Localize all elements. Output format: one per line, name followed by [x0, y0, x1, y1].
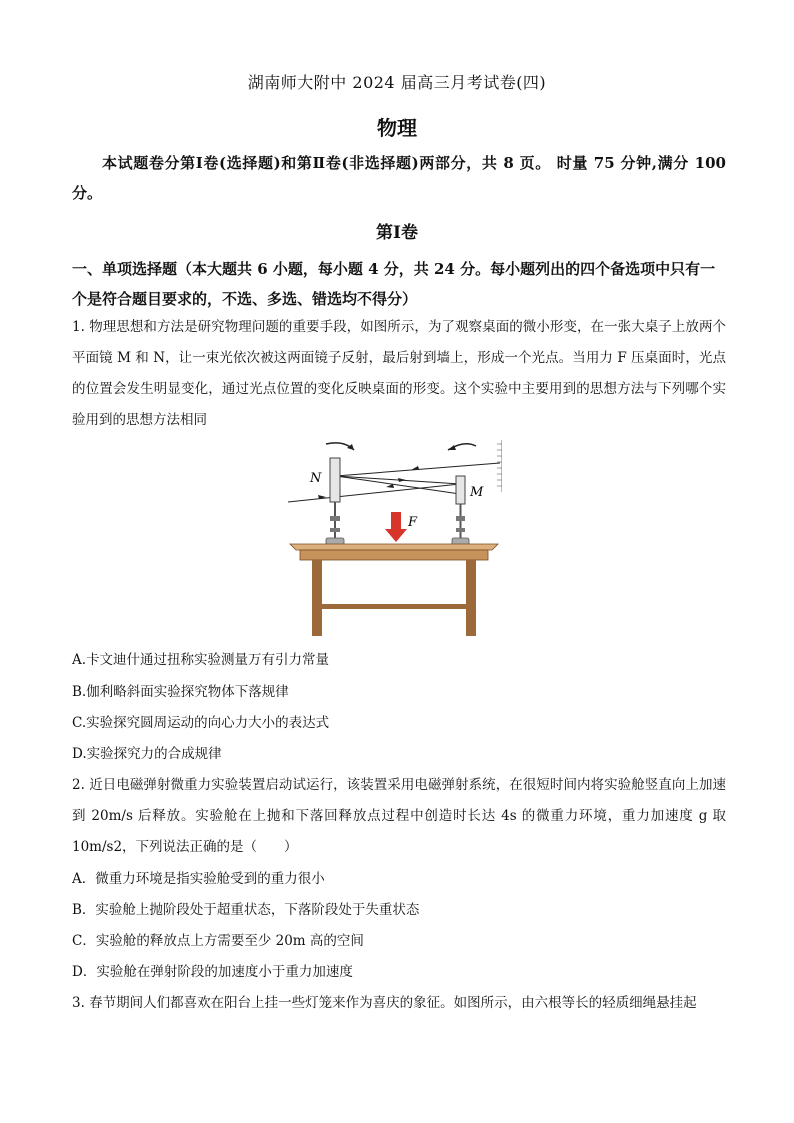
- question-1-option-c: C.实验探究圆周运动的向心力大小的表达式: [72, 715, 330, 731]
- label-n: N: [310, 471, 322, 486]
- question-1-option-d: D.实验探究力的合成规律: [72, 746, 222, 762]
- question-2-option-a: A．微重力环境是指实验舱受到的重力很小: [72, 871, 325, 887]
- section-title: 第Ⅰ卷: [376, 223, 418, 243]
- label-f: F: [408, 515, 418, 530]
- part-heading: 一、单项选择题（本大题共 6 小题，每小题 4 分，共 24 分。每小题列出的四个备选项中只有一个是符合题目要求的，不选、多选、错选均不得分）: [72, 260, 716, 308]
- wall-scale: [497, 440, 502, 492]
- question-3-text: 3. 春节期间人们都喜欢在阳台上挂一些灯笼来作为喜庆的象征。如图所示，由六根等长的轻质细绳悬挂起: [72, 995, 697, 1011]
- force-arrow: [385, 512, 407, 542]
- question-1-figure: [286, 436, 502, 640]
- question-2-option-d: D．实验舱在弹射阶段的加速度小于重力加速度: [72, 964, 353, 980]
- table: [290, 544, 498, 636]
- question-1-text: 1. 物理思想和方法是研究物理问题的重要手段，如图所示，为了观察桌面的微小形变，在一张大桌子上放两个平面镜 M 和 N，让一束光依次被这两面镜子反射，最后射到墙上，形成一个光点。当用力 F 压桌面时，光点的位置会发生明显变化，通过光点位置的变化反映桌面的形变。这个实验中主要用到的思想方法与下列哪个实验用到的思想方法相同: [72, 319, 726, 428]
- mirror-m: [452, 476, 469, 546]
- label-m: M: [470, 485, 484, 500]
- mirror-n: [326, 458, 344, 546]
- subject-title: 物理: [377, 116, 417, 140]
- table-mirror-diagram: [286, 436, 502, 640]
- question-1-option-a: A.卡文迪什通过扭称实验测量万有引力常量: [72, 652, 330, 668]
- question-2-option-b: B．实验舱上抛阶段处于超重状态，下落阶段处于失重状态: [72, 902, 420, 918]
- question-2-option-c: C．实验舱的释放点上方需要至少 20m 高的空间: [72, 933, 364, 949]
- school-title: 湖南师大附中 2024 届高三月考试卷(四): [247, 73, 547, 92]
- question-1-option-b: B.伽利略斜面实验探究物体下落规律: [72, 684, 289, 700]
- exam-intro: 本试题卷分第Ⅰ卷(选择题)和第Ⅱ卷(非选择题)两部分，共 8 页。 时量 75 分钟,满分 100 分。: [72, 154, 726, 202]
- question-2-text: 2. 近日电磁弹射微重力实验装置启动试运行，该装置采用电磁弹射系统，在很短时间内将实验舱竖直向上加速到 20m/s 后释放。实验舱在上抛和下落回释放点过程中创造时长达 4s 的微重力环境，重力加速度 g 取 10m/s2，下列说法正确的是（ ）: [72, 777, 726, 855]
